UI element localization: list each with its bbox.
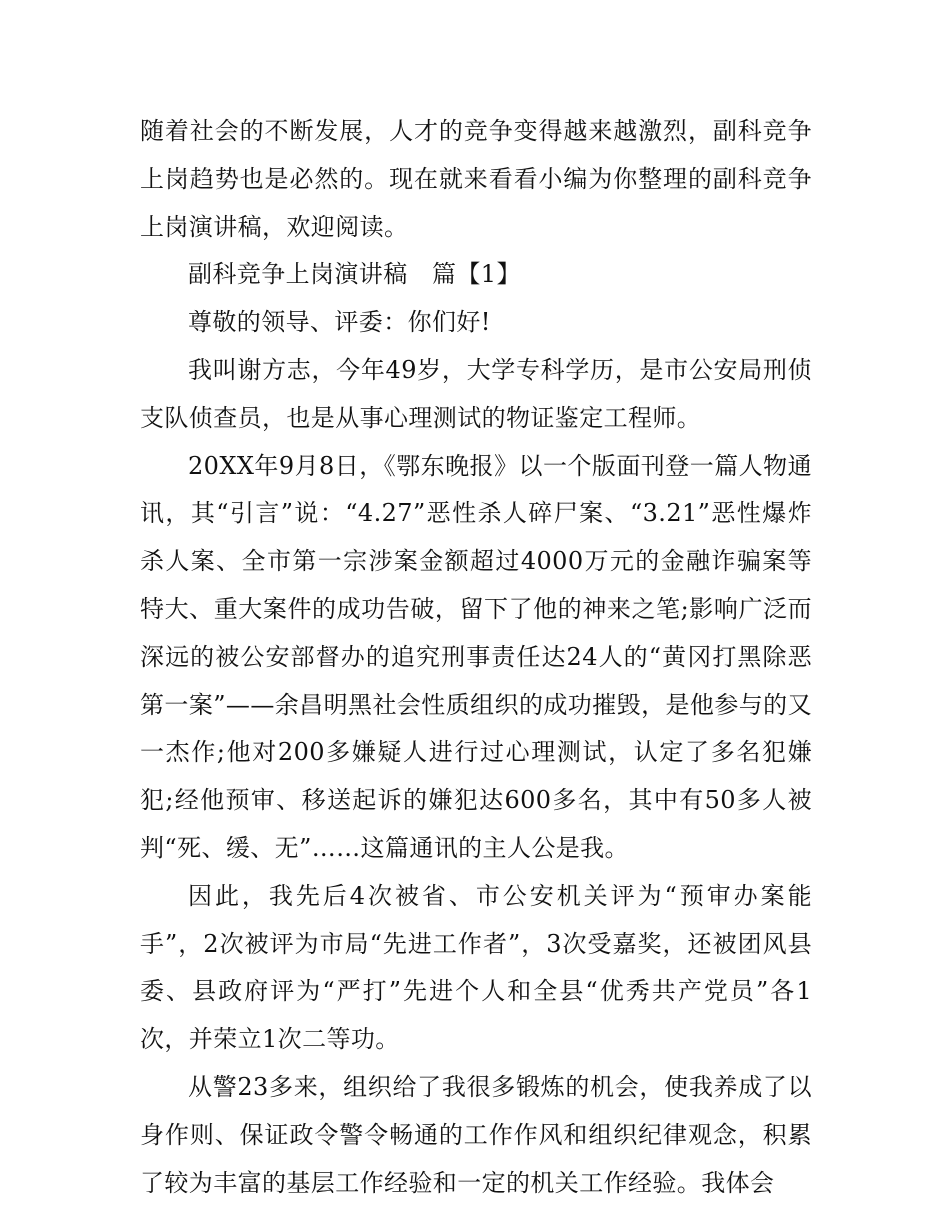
greeting-paragraph: 尊敬的领导、评委：你们好! (188, 308, 491, 337)
intro-paragraph: 随着社会的不断发展，人才的竞争变得越来越激烈，副科竞争上岗趋势也是必然的。现在就来看看小编为你整理的副科竞争上岗演讲稿，欢迎阅读。 (140, 117, 812, 241)
document-body (140, 108, 812, 1207)
body-paragraph-1: 我叫谢方志，今年49岁，大学专科学历，是市公安局刑侦支队侦查员，也是从事心理测试的物证鉴定工程师。 (140, 355, 812, 432)
body-paragraph-4: 从警23多来，组织给了我很多锻炼的机会，使我养成了以身作则、保证政令警令畅通的工作作风和组织纪律观念，积累了较为丰富的基层工作经验和一定的机关工作经验。我体会 (140, 1072, 812, 1197)
body-paragraph-3: 因此，我先后4次被省、市公安机关评为“预审办案能手”，2次被评为市局“先进工作者”，3次受嘉奖，还被团风县委、县政府评为“严打”先进个人和全县“优秀共产党员”各1次，并荣立1次二等功。 (140, 881, 812, 1054)
speech-title: 副科竞争上岗演讲稿 篇【1】 (188, 260, 521, 289)
body-paragraph-2: 20XX年9月8日，《鄂东晚报》以一个版面刊登一篇人物通讯，其“引言”说：“4.27”恶性杀人碎尸案、“3.21”恶性爆炸杀人案、全市第一宗涉案金额超过4000万元的金融诈骗案等特大、重大案件的成功告破，留下了他的神来之笔;影响广泛而深远的被公安部督办的追究刑事责任达24人的“黄冈打黑除恶第一案”——余昌明黑社会性质组织的成功摧毁，是他参与的又一杰作;他对200多嫌疑人进行过心理测试，认定了多名犯嫌犯;经他预审、移送起诉的嫌犯达600多名，其中有50多人被判“死、缓、无”……这篇通讯的主人公是我。 (140, 451, 812, 862)
